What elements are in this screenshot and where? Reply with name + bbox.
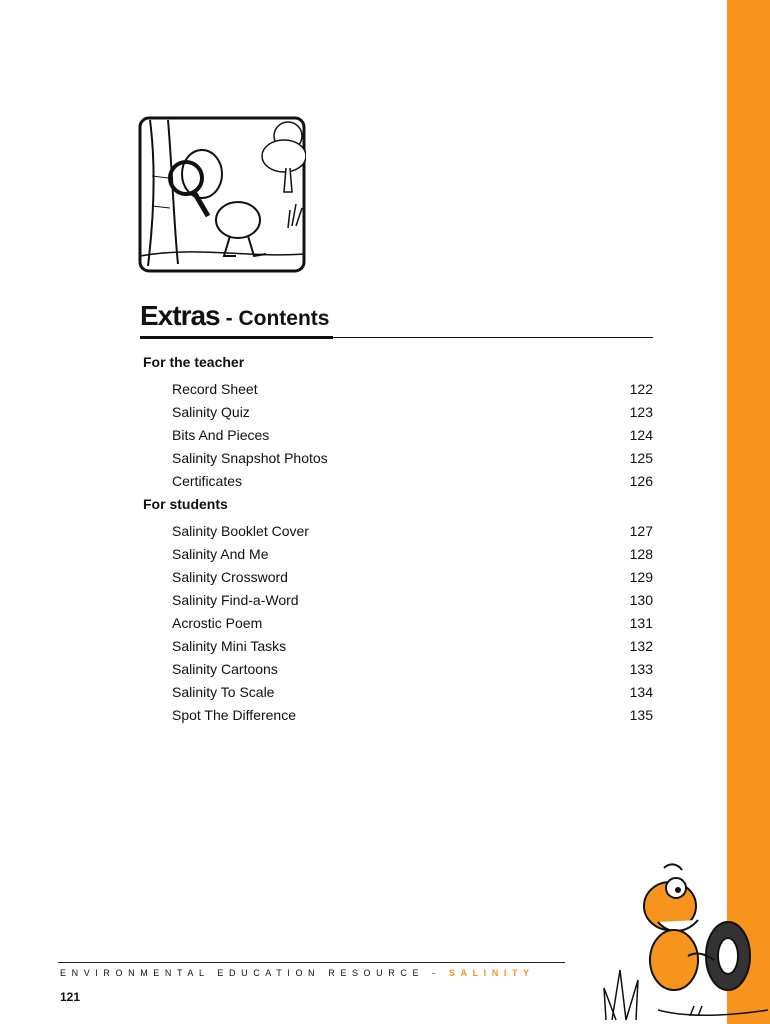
toc-row[interactable]	[172, 473, 653, 493]
toc-row[interactable]	[172, 427, 653, 447]
toc-label: Salinity Quiz	[172, 404, 250, 420]
toc-page: 128	[629, 546, 653, 562]
toc-page: 122	[629, 381, 653, 397]
toc-page: 127	[629, 523, 653, 539]
toc-label: Salinity To Scale	[172, 684, 275, 700]
section-heading-teacher: For the teacher	[143, 354, 245, 370]
toc-row[interactable]	[172, 404, 653, 424]
toc-row[interactable]	[172, 523, 653, 543]
footer-resource-text	[60, 968, 535, 978]
toc-label: Certificates	[172, 473, 243, 489]
section-heading-students: For students	[143, 496, 228, 512]
title-underline-thin	[333, 337, 653, 338]
toc-row[interactable]	[172, 615, 653, 635]
toc-page: 125	[629, 450, 653, 466]
toc-row[interactable]	[172, 450, 653, 470]
detective-cartoon-illustration	[138, 116, 306, 273]
tyre-mascot-illustration	[598, 860, 770, 1024]
toc-page: 129	[629, 569, 653, 585]
page-number: 121	[60, 990, 81, 1004]
title-sub: - Contents	[225, 307, 330, 330]
toc-row[interactable]	[172, 684, 653, 704]
toc-label: Salinity Find-a-Word	[172, 592, 299, 608]
toc-page: 123	[629, 404, 653, 420]
footer-rule	[58, 962, 565, 963]
title-main: Extras	[140, 300, 220, 331]
toc-page: 124	[629, 427, 653, 443]
toc-label: Salinity Mini Tasks	[172, 638, 287, 654]
toc-row[interactable]	[172, 546, 653, 566]
toc-label: Acrostic Poem	[172, 615, 263, 631]
toc-label: Spot The Difference	[172, 707, 297, 723]
toc-page: 130	[629, 592, 653, 608]
toc-page: 132	[629, 638, 653, 654]
toc-page: 135	[629, 707, 653, 723]
toc-row[interactable]	[172, 638, 653, 658]
toc-row[interactable]	[172, 381, 653, 401]
toc-page: 134	[629, 684, 653, 700]
toc-label: Salinity Snapshot Photos	[172, 450, 328, 466]
toc-label: Bits And Pieces	[172, 427, 270, 443]
footer-salinity-label: SALINITY	[448, 968, 535, 978]
contents-title	[140, 300, 329, 332]
toc-label: Salinity Booklet Cover	[172, 523, 309, 539]
title-underline-thick	[140, 336, 333, 339]
toc-label: Salinity Cartoons	[172, 661, 278, 677]
toc-label: Salinity Crossword	[172, 569, 288, 585]
toc-page: 131	[629, 615, 653, 631]
toc-label: Record Sheet	[172, 381, 258, 397]
toc-row[interactable]	[172, 661, 653, 681]
toc-row[interactable]	[172, 592, 653, 612]
toc-page: 133	[629, 661, 653, 677]
toc-row[interactable]	[172, 707, 653, 727]
footer-resource-label: ENVIRONMENTAL EDUCATION RESOURCE -	[60, 968, 441, 978]
toc-row[interactable]	[172, 569, 653, 589]
toc-page: 126	[629, 473, 653, 489]
toc-label: Salinity And Me	[172, 546, 269, 562]
